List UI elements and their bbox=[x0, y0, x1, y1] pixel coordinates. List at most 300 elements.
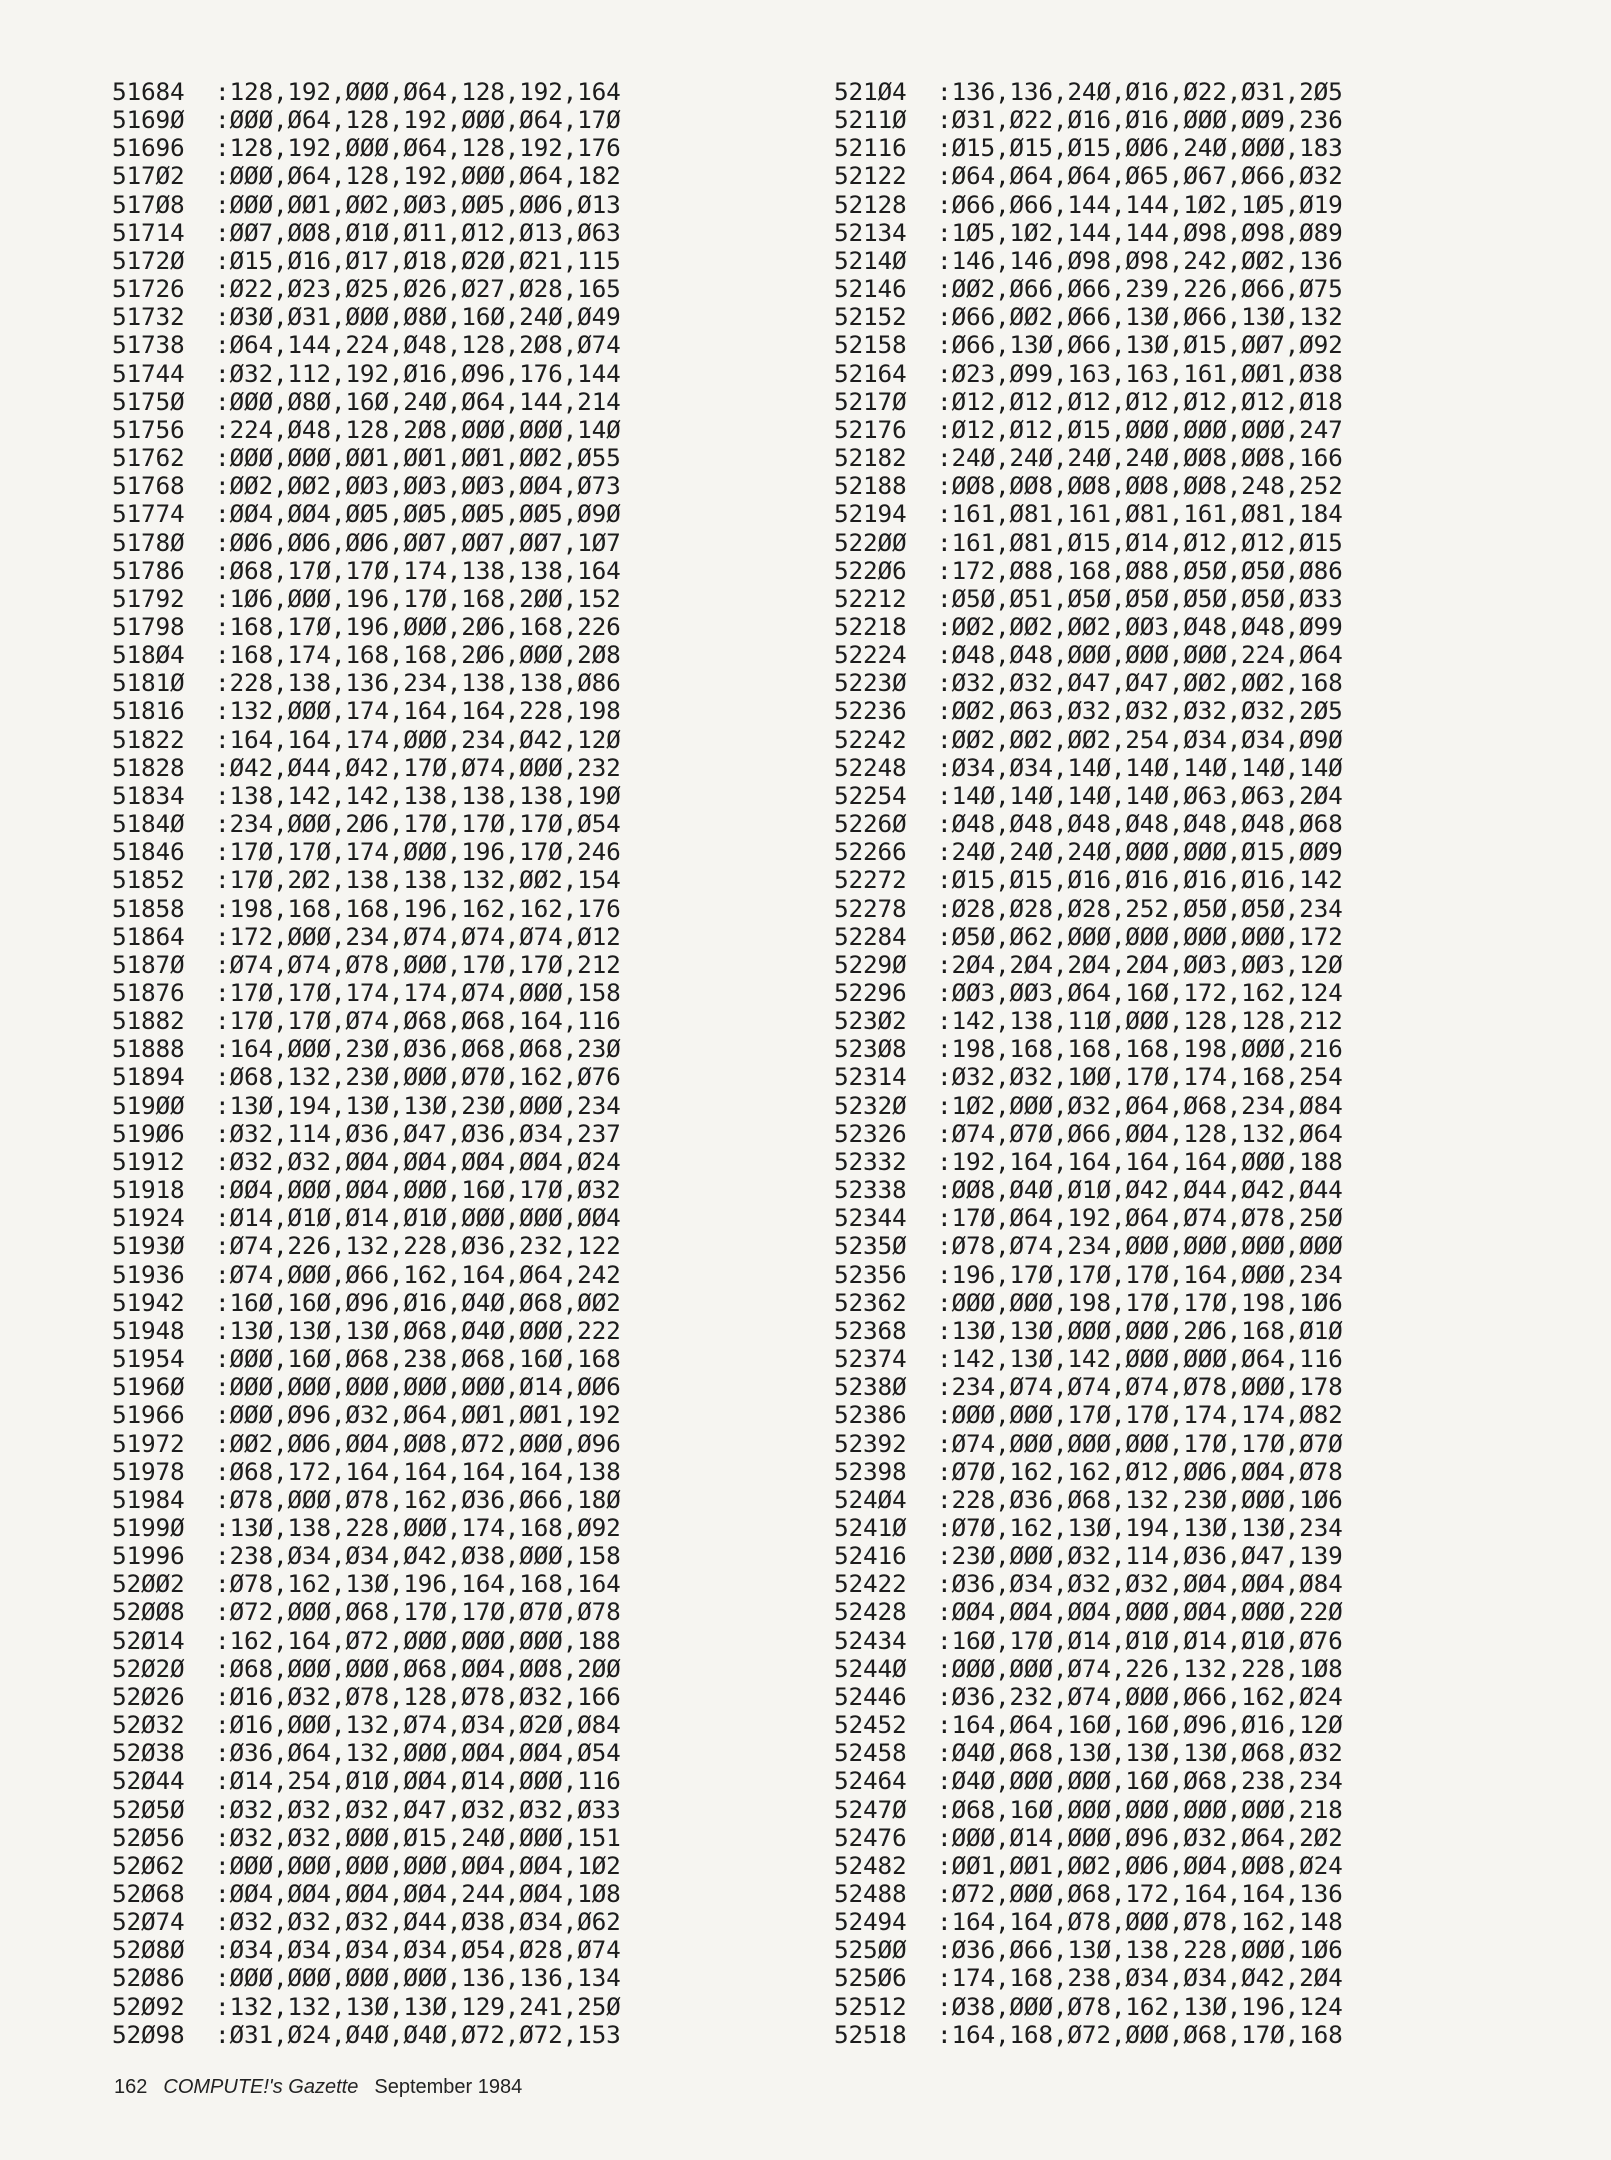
line-address: 5199Ø bbox=[112, 1512, 185, 1542]
line-address: 51978 bbox=[112, 1456, 185, 1486]
line-address: 51792 bbox=[112, 583, 185, 613]
line-address: 52134 bbox=[834, 217, 907, 247]
listing-line bbox=[834, 923, 1343, 951]
listing-line bbox=[834, 669, 1343, 697]
line-data: :228,138,136,234,138,138,Ø86 bbox=[215, 668, 621, 698]
line-data: :Ø42,Ø44,Ø42,17Ø,Ø74,ØØØ,232 bbox=[215, 752, 621, 782]
line-address: 5247Ø bbox=[834, 1794, 907, 1824]
line-address: 52428 bbox=[834, 1597, 907, 1627]
listing-line bbox=[834, 1289, 1343, 1317]
line-address: 51846 bbox=[112, 837, 185, 867]
line-address: 52338 bbox=[834, 1175, 907, 1205]
line-address: 52344 bbox=[834, 1203, 907, 1233]
line-address: 5214Ø bbox=[834, 245, 907, 275]
listing-line bbox=[112, 303, 621, 331]
line-data: :Ø68,172,164,164,164,164,138 bbox=[215, 1456, 621, 1486]
line-data: :172,ØØØ,234,Ø74,Ø74,Ø74,Ø12 bbox=[215, 921, 621, 951]
line-address: 52218 bbox=[834, 611, 907, 641]
listing-line bbox=[112, 388, 621, 416]
listing-line bbox=[112, 1148, 621, 1176]
line-address: 52326 bbox=[834, 1118, 907, 1148]
listing-line bbox=[112, 1739, 621, 1767]
line-data: :17Ø,2Ø2,138,138,132,ØØ2,154 bbox=[215, 865, 621, 895]
line-data: :ØØØ,ØØ1,ØØ2,ØØ3,ØØ5,ØØ6,Ø13 bbox=[215, 189, 621, 219]
line-data: :Ø31,Ø22,Ø16,Ø16,ØØØ,ØØ9,236 bbox=[937, 105, 1343, 135]
listing-line bbox=[112, 472, 621, 500]
listing-line bbox=[834, 1486, 1343, 1514]
line-address: 51852 bbox=[112, 865, 185, 895]
line-address: 52Ø92 bbox=[112, 1991, 185, 2021]
line-data: :Ø12,Ø12,Ø12,Ø12,Ø12,Ø12,Ø18 bbox=[937, 386, 1343, 416]
listing-line bbox=[112, 1317, 621, 1345]
line-address: 51828 bbox=[112, 752, 185, 782]
line-address: 52476 bbox=[834, 1822, 907, 1852]
line-data: :Ø68,132,23Ø,ØØØ,Ø7Ø,162,Ø76 bbox=[215, 1062, 621, 1092]
listing-line bbox=[834, 1373, 1343, 1401]
line-address: 51726 bbox=[112, 274, 185, 304]
line-data: :ØØØ,Ø8Ø,16Ø,24Ø,Ø64,144,214 bbox=[215, 386, 621, 416]
line-address: 5187Ø bbox=[112, 949, 185, 979]
listing-line bbox=[112, 78, 621, 106]
listing-line bbox=[834, 1936, 1343, 1964]
listing-line bbox=[834, 1767, 1343, 1795]
listing-line bbox=[834, 247, 1343, 275]
line-data: :13Ø,13Ø,ØØØ,ØØØ,2Ø6,168,Ø1Ø bbox=[937, 1315, 1343, 1345]
line-data: :1Ø5,1Ø2,144,144,Ø98,Ø98,Ø89 bbox=[937, 217, 1343, 247]
listing-line bbox=[112, 1908, 621, 1936]
listing-line bbox=[112, 360, 621, 388]
line-data: :128,192,ØØØ,Ø64,128,192,176 bbox=[215, 133, 621, 163]
listing-line bbox=[834, 866, 1343, 894]
listing-line bbox=[112, 162, 621, 190]
line-address: 52332 bbox=[834, 1146, 907, 1176]
listing-line bbox=[112, 866, 621, 894]
listing-line bbox=[112, 416, 621, 444]
line-address: 51738 bbox=[112, 330, 185, 360]
line-address: 51972 bbox=[112, 1428, 185, 1458]
line-address: 51888 bbox=[112, 1034, 185, 1064]
line-address: 51882 bbox=[112, 1006, 185, 1036]
listing-line bbox=[834, 1092, 1343, 1120]
line-data: :Ø74,Ø74,Ø78,ØØØ,17Ø,17Ø,212 bbox=[215, 949, 621, 979]
line-address: 52224 bbox=[834, 640, 907, 670]
line-address: 51774 bbox=[112, 499, 185, 529]
listing-line bbox=[834, 1148, 1343, 1176]
listing-line bbox=[112, 1092, 621, 1120]
line-address: 521Ø4 bbox=[834, 77, 907, 106]
listing-line bbox=[834, 1176, 1343, 1204]
line-address: 52Ø44 bbox=[112, 1766, 185, 1796]
line-address: 52374 bbox=[834, 1344, 907, 1374]
line-data: :Ø36,232,Ø74,ØØØ,Ø66,162,Ø24 bbox=[937, 1681, 1343, 1711]
line-data: :ØØ2,ØØ2,ØØ3,ØØ3,ØØ3,ØØ4,Ø73 bbox=[215, 471, 621, 501]
line-data: :Ø48,Ø48,Ø48,Ø48,Ø48,Ø48,Ø68 bbox=[937, 809, 1343, 839]
listing-line bbox=[112, 331, 621, 359]
listing-line bbox=[834, 838, 1343, 866]
listing-line bbox=[834, 303, 1343, 331]
listing-line bbox=[834, 1401, 1343, 1429]
line-address: 5235Ø bbox=[834, 1231, 907, 1261]
line-address: 5238Ø bbox=[834, 1372, 907, 1402]
listing-line bbox=[834, 1345, 1343, 1373]
line-address: 51954 bbox=[112, 1344, 185, 1374]
line-data: :Ø34,Ø34,14Ø,14Ø,14Ø,14Ø,14Ø bbox=[937, 752, 1343, 782]
line-data: :Ø66,13Ø,Ø66,13Ø,Ø15,ØØ7,Ø92 bbox=[937, 330, 1343, 360]
line-data: :Ø32,Ø32,Ø32,Ø47,Ø32,Ø32,Ø33 bbox=[215, 1794, 621, 1824]
line-data: :Ø66,ØØ2,Ø66,13Ø,Ø66,13Ø,132 bbox=[937, 302, 1343, 332]
line-data: :Ø32,Ø32,ØØØ,Ø15,24Ø,ØØØ,151 bbox=[215, 1822, 621, 1852]
line-address: 52Ø56 bbox=[112, 1822, 185, 1852]
listing-line bbox=[112, 1063, 621, 1091]
listing-line bbox=[834, 585, 1343, 613]
listing-line bbox=[834, 106, 1343, 134]
line-address: 52Ø86 bbox=[112, 1963, 185, 1993]
line-data: :192,164,164,164,164,ØØØ,188 bbox=[937, 1146, 1343, 1176]
line-address: 5232Ø bbox=[834, 1090, 907, 1120]
listing-line bbox=[834, 1430, 1343, 1458]
listing-line bbox=[834, 1035, 1343, 1063]
listing-line bbox=[112, 1035, 621, 1063]
line-address: 5211Ø bbox=[834, 105, 907, 135]
line-data: :ØØØ,Ø64,128,192,ØØØ,Ø64,17Ø bbox=[215, 105, 621, 135]
line-data: :ØØØ,ØØØ,17Ø,17Ø,174,174,Ø82 bbox=[937, 1400, 1343, 1430]
line-address: 5244Ø bbox=[834, 1653, 907, 1683]
listing-line bbox=[112, 1655, 621, 1683]
line-data: :1Ø2,ØØØ,Ø32,Ø64,Ø68,234,Ø84 bbox=[937, 1090, 1343, 1120]
line-address: 5184Ø bbox=[112, 809, 185, 839]
line-address: 52398 bbox=[834, 1456, 907, 1486]
line-address: 52158 bbox=[834, 330, 907, 360]
listing-line bbox=[834, 2021, 1343, 2049]
line-data: :Ø66,Ø66,144,144,1Ø2,1Ø5,Ø19 bbox=[937, 189, 1343, 219]
line-address: 522Ø6 bbox=[834, 555, 907, 585]
line-data: :ØØ8,Ø4Ø,Ø1Ø,Ø42,Ø44,Ø42,Ø44 bbox=[937, 1175, 1343, 1205]
listing-line bbox=[112, 500, 621, 528]
listing-line bbox=[834, 895, 1343, 923]
listing-line bbox=[834, 1261, 1343, 1289]
listing-line bbox=[834, 500, 1343, 528]
listing-column-right bbox=[834, 78, 1343, 2049]
line-address: 52Ø38 bbox=[112, 1738, 185, 1768]
line-address: 51696 bbox=[112, 133, 185, 163]
line-data: :Ø14,Ø1Ø,Ø14,Ø1Ø,ØØØ,ØØØ,ØØ4 bbox=[215, 1203, 621, 1233]
line-data: :ØØ8,ØØ8,ØØ8,ØØ8,ØØ8,248,252 bbox=[937, 471, 1343, 501]
line-data: :Ø15,Ø16,Ø17,Ø18,Ø2Ø,Ø21,115 bbox=[215, 245, 621, 275]
listing-line bbox=[834, 697, 1343, 725]
line-data: :Ø32,Ø32,ØØ4,ØØ4,ØØ4,ØØ4,Ø24 bbox=[215, 1146, 621, 1176]
line-data: :138,142,142,138,138,138,19Ø bbox=[215, 780, 621, 810]
listing-line bbox=[834, 472, 1343, 500]
line-data: :234,Ø74,Ø74,Ø74,Ø78,ØØØ,178 bbox=[937, 1372, 1343, 1402]
line-address: 517Ø2 bbox=[112, 161, 185, 191]
listing-line bbox=[112, 1936, 621, 1964]
line-data: :142,13Ø,142,ØØØ,ØØØ,Ø64,116 bbox=[937, 1344, 1343, 1374]
line-address: 52416 bbox=[834, 1541, 907, 1571]
listing-line bbox=[834, 78, 1343, 106]
line-address: 52314 bbox=[834, 1062, 907, 1092]
line-data: :24Ø,24Ø,24Ø,24Ø,ØØ8,ØØ8,166 bbox=[937, 443, 1343, 473]
listing-line bbox=[834, 1204, 1343, 1232]
line-data: :Ø16,Ø32,Ø78,128,Ø78,Ø32,166 bbox=[215, 1681, 621, 1711]
line-data: :Ø31,Ø24,Ø4Ø,Ø4Ø,Ø72,Ø72,153 bbox=[215, 2019, 621, 2049]
line-data: :ØØ2,Ø63,Ø32,Ø32,Ø32,Ø32,2Ø5 bbox=[937, 696, 1343, 726]
listing-line bbox=[112, 810, 621, 838]
listing-line bbox=[112, 1796, 621, 1824]
listing-line bbox=[834, 275, 1343, 303]
line-address: 52Ø32 bbox=[112, 1710, 185, 1740]
line-address: 51744 bbox=[112, 358, 185, 388]
listing-line bbox=[834, 557, 1343, 585]
listing-line bbox=[112, 641, 621, 669]
line-data: :Ø38,ØØØ,Ø78,162,13Ø,196,124 bbox=[937, 1991, 1343, 2021]
line-data: :Ø4Ø,Ø68,13Ø,13Ø,13Ø,Ø68,Ø32 bbox=[937, 1738, 1343, 1768]
line-data: :Ø36,Ø64,132,ØØØ,ØØ4,ØØ4,Ø54 bbox=[215, 1738, 621, 1768]
magazine-title: COMPUTE!'s Gazette bbox=[163, 2076, 359, 2098]
listing-line bbox=[112, 529, 621, 557]
line-address: 52482 bbox=[834, 1850, 907, 1880]
listing-line bbox=[834, 388, 1343, 416]
line-data: :ØØØ,ØØØ,Ø74,226,132,228,1Ø8 bbox=[937, 1653, 1343, 1683]
line-address: 52422 bbox=[834, 1569, 907, 1599]
line-data: :ØØØ,Ø96,Ø32,Ø64,ØØ1,ØØ1,192 bbox=[215, 1400, 621, 1430]
line-data: :14Ø,14Ø,14Ø,14Ø,Ø63,Ø63,2Ø4 bbox=[937, 780, 1343, 810]
line-data: :Ø23,Ø99,163,163,161,ØØ1,Ø38 bbox=[937, 358, 1343, 388]
listing-line bbox=[834, 1542, 1343, 1570]
line-data: :Ø34,Ø34,Ø34,Ø34,Ø54,Ø28,Ø74 bbox=[215, 1935, 621, 1965]
listing-line bbox=[112, 1261, 621, 1289]
line-address: 52284 bbox=[834, 921, 907, 951]
listing-line bbox=[112, 697, 621, 725]
line-address: 52386 bbox=[834, 1400, 907, 1430]
listing-line bbox=[112, 1176, 621, 1204]
line-address: 52Ø68 bbox=[112, 1879, 185, 1908]
line-data: :ØØ7,ØØ8,Ø1Ø,Ø11,Ø12,Ø13,Ø63 bbox=[215, 217, 621, 247]
line-data: :164,Ø64,16Ø,16Ø,Ø96,Ø16,12Ø bbox=[937, 1710, 1343, 1740]
line-data: :Ø3Ø,Ø31,ØØØ,Ø8Ø,16Ø,24Ø,Ø49 bbox=[215, 302, 621, 332]
line-data: :ØØØ,ØØØ,ØØØ,ØØØ,136,136,134 bbox=[215, 1963, 621, 1993]
listing-line bbox=[834, 444, 1343, 472]
line-address: 52236 bbox=[834, 696, 907, 726]
line-data: :161,Ø81,Ø15,Ø14,Ø12,Ø12,Ø15 bbox=[937, 527, 1343, 557]
line-address: 5178Ø bbox=[112, 527, 185, 557]
line-data: :Ø74,Ø7Ø,Ø66,ØØ4,128,132,Ø64 bbox=[937, 1118, 1343, 1148]
line-address: 52356 bbox=[834, 1259, 907, 1289]
line-data: :164,164,174,ØØØ,234,Ø42,12Ø bbox=[215, 724, 621, 754]
line-address: 52452 bbox=[834, 1710, 907, 1740]
line-address: 51966 bbox=[112, 1400, 185, 1430]
line-address: 51858 bbox=[112, 893, 185, 923]
line-data: :Ø5Ø,Ø51,Ø5Ø,Ø5Ø,Ø5Ø,Ø5Ø,Ø33 bbox=[937, 583, 1343, 613]
line-data: :Ø78,Ø74,234,ØØØ,ØØØ,ØØØ,ØØØ bbox=[937, 1231, 1343, 1261]
line-address: 52116 bbox=[834, 133, 907, 163]
listing-line bbox=[112, 1007, 621, 1035]
listing-column-left bbox=[112, 78, 621, 2049]
listing-line bbox=[112, 979, 621, 1007]
listing-line bbox=[112, 1120, 621, 1148]
line-address: 51936 bbox=[112, 1259, 185, 1289]
line-address: 522ØØ bbox=[834, 527, 907, 557]
page-number: 162 bbox=[114, 2076, 148, 2098]
listing-line bbox=[112, 1824, 621, 1852]
line-data: :ØØØ,Ø64,128,192,ØØØ,Ø64,182 bbox=[215, 161, 621, 191]
listing-line bbox=[112, 1767, 621, 1795]
line-address: 52188 bbox=[834, 471, 907, 501]
line-data: :ØØ2,ØØ2,ØØ2,254,Ø34,Ø34,Ø9Ø bbox=[937, 724, 1343, 754]
line-address: 52362 bbox=[834, 1287, 907, 1317]
line-address: 52494 bbox=[834, 1907, 907, 1937]
line-data: :132,ØØØ,174,164,164,228,198 bbox=[215, 696, 621, 726]
line-address: 52368 bbox=[834, 1315, 907, 1345]
line-data: :Ø32,Ø32,Ø32,Ø44,Ø38,Ø34,Ø62 bbox=[215, 1907, 621, 1937]
listing-line bbox=[112, 1964, 621, 1992]
line-address: 5241Ø bbox=[834, 1512, 907, 1542]
listing-line bbox=[834, 1908, 1343, 1936]
line-address: 5226Ø bbox=[834, 809, 907, 839]
line-address: 52278 bbox=[834, 893, 907, 923]
line-address: 519Ø6 bbox=[112, 1118, 185, 1148]
line-address: 51948 bbox=[112, 1315, 185, 1345]
listing-line bbox=[834, 979, 1343, 1007]
line-data: :196,17Ø,17Ø,17Ø,164,ØØØ,234 bbox=[937, 1259, 1343, 1289]
line-data: :ØØØ,ØØØ,ØØ1,ØØ1,ØØ1,ØØ2,Ø55 bbox=[215, 443, 621, 473]
line-address: 52Ø14 bbox=[112, 1625, 185, 1655]
line-address: 52Ø98 bbox=[112, 2019, 185, 2049]
listing-line bbox=[834, 1683, 1343, 1711]
line-data: :Ø15,Ø15,Ø15,ØØ6,24Ø,ØØØ,183 bbox=[937, 133, 1343, 163]
line-address: 52Ø2Ø bbox=[112, 1653, 185, 1683]
listing-line bbox=[834, 219, 1343, 247]
listing-line bbox=[834, 1317, 1343, 1345]
line-data: :161,Ø81,161,Ø81,161,Ø81,184 bbox=[937, 499, 1343, 529]
listing-line bbox=[112, 191, 621, 219]
listing-line bbox=[834, 613, 1343, 641]
line-address: 52ØØ8 bbox=[112, 1597, 185, 1627]
listing-line bbox=[112, 2021, 621, 2049]
listing-line bbox=[834, 331, 1343, 359]
listing-line bbox=[112, 1683, 621, 1711]
line-data: :ØØ4,ØØ4,ØØ4,ØØ4,244,ØØ4,1Ø8 bbox=[215, 1879, 621, 1908]
line-address: 51894 bbox=[112, 1062, 185, 1092]
line-address: 52242 bbox=[834, 724, 907, 754]
line-address: 52518 bbox=[834, 2019, 907, 2049]
line-data: :17Ø,17Ø,Ø74,Ø68,Ø68,164,116 bbox=[215, 1006, 621, 1036]
line-data: :Ø5Ø,Ø62,ØØØ,ØØØ,ØØØ,ØØØ,172 bbox=[937, 921, 1343, 951]
line-address: 51834 bbox=[112, 780, 185, 810]
listing-line bbox=[112, 247, 621, 275]
line-address: 52Ø5Ø bbox=[112, 1794, 185, 1824]
line-address: 5193Ø bbox=[112, 1231, 185, 1261]
line-address: 51732 bbox=[112, 302, 185, 332]
line-data: :Ø28,Ø28,Ø28,252,Ø5Ø,Ø5Ø,234 bbox=[937, 893, 1343, 923]
listing-line bbox=[834, 1852, 1343, 1880]
line-address: 52122 bbox=[834, 161, 907, 191]
line-address: 51714 bbox=[112, 217, 185, 247]
listing-line bbox=[112, 754, 621, 782]
listing-line bbox=[834, 1598, 1343, 1626]
listing-line bbox=[112, 219, 621, 247]
listing-line bbox=[112, 1345, 621, 1373]
line-data: :ØØ6,ØØ6,ØØ6,ØØ7,ØØ7,ØØ7,1Ø7 bbox=[215, 527, 621, 557]
line-address: 5172Ø bbox=[112, 245, 185, 275]
line-data: :Ø36,Ø66,13Ø,138,228,ØØØ,1Ø6 bbox=[937, 1935, 1343, 1965]
line-address: 51942 bbox=[112, 1287, 185, 1317]
line-data: :Ø7Ø,162,13Ø,194,13Ø,13Ø,234 bbox=[937, 1512, 1343, 1542]
line-data: :ØØ4,ØØ4,ØØ5,ØØ5,ØØ5,ØØ5,Ø9Ø bbox=[215, 499, 621, 529]
line-data: :168,17Ø,196,ØØØ,2Ø6,168,226 bbox=[215, 611, 621, 641]
listing-line bbox=[834, 360, 1343, 388]
line-data: :ØØ1,ØØ1,ØØ2,ØØ6,ØØ4,ØØ8,Ø24 bbox=[937, 1850, 1343, 1880]
line-data: :164,164,Ø78,ØØØ,Ø78,162,148 bbox=[937, 1907, 1343, 1937]
line-address: 52488 bbox=[834, 1879, 907, 1908]
listing-line bbox=[112, 1514, 621, 1542]
line-data: :238,Ø34,Ø34,Ø42,Ø38,ØØØ,158 bbox=[215, 1541, 621, 1571]
listing-line bbox=[834, 1796, 1343, 1824]
line-data: :13Ø,138,228,ØØØ,174,168,Ø92 bbox=[215, 1512, 621, 1542]
line-data: :128,192,ØØØ,Ø64,128,192,164 bbox=[215, 77, 621, 106]
line-address: 518Ø4 bbox=[112, 640, 185, 670]
line-data: :16Ø,16Ø,Ø96,Ø16,Ø4Ø,Ø68,ØØ2 bbox=[215, 1287, 621, 1317]
listing-line bbox=[834, 1655, 1343, 1683]
line-address: 52434 bbox=[834, 1625, 907, 1655]
line-data: :Ø74,ØØØ,ØØØ,ØØØ,17Ø,17Ø,Ø7Ø bbox=[937, 1428, 1343, 1458]
line-address: 52212 bbox=[834, 583, 907, 613]
line-address: 52248 bbox=[834, 752, 907, 782]
line-data: :224,Ø48,128,2Ø8,ØØØ,ØØØ,14Ø bbox=[215, 414, 621, 444]
line-address: 51876 bbox=[112, 978, 185, 1007]
listing-line bbox=[112, 895, 621, 923]
line-data: :Ø32,114,Ø36,Ø47,Ø36,Ø34,237 bbox=[215, 1118, 621, 1148]
listing-line bbox=[834, 1993, 1343, 2021]
line-data: :Ø78,ØØØ,Ø78,162,Ø36,Ø66,18Ø bbox=[215, 1484, 621, 1514]
line-address: 519ØØ bbox=[112, 1090, 185, 1120]
listing-line bbox=[112, 1880, 621, 1908]
line-address: 5181Ø bbox=[112, 668, 185, 698]
line-data: :Ø64,144,224,Ø48,128,2Ø8,Ø74 bbox=[215, 330, 621, 360]
listing-line bbox=[112, 1542, 621, 1570]
line-data: :142,138,11Ø,ØØØ,128,128,212 bbox=[937, 1006, 1343, 1036]
line-address: 51768 bbox=[112, 471, 185, 501]
line-data: :24Ø,24Ø,24Ø,ØØØ,ØØØ,Ø15,ØØ9 bbox=[937, 837, 1343, 867]
line-address: 5223Ø bbox=[834, 668, 907, 698]
line-address: 5169Ø bbox=[112, 105, 185, 135]
listing-line bbox=[834, 1458, 1343, 1486]
listing-line bbox=[112, 669, 621, 697]
line-data: :Ø12,Ø12,Ø15,ØØØ,ØØØ,ØØØ,247 bbox=[937, 414, 1343, 444]
listing-line bbox=[112, 444, 621, 472]
line-data: :164,168,Ø72,ØØØ,Ø68,17Ø,168 bbox=[937, 2019, 1343, 2049]
listing-line bbox=[834, 641, 1343, 669]
line-data: :Ø14,254,Ø1Ø,ØØ4,Ø14,ØØØ,116 bbox=[215, 1766, 621, 1796]
page-footer bbox=[114, 2076, 522, 2099]
issue-date: September 1984 bbox=[374, 2076, 523, 2098]
line-data: :ØØØ,16Ø,Ø68,238,Ø68,16Ø,168 bbox=[215, 1344, 621, 1374]
line-address: 52Ø26 bbox=[112, 1681, 185, 1711]
line-data: :17Ø,17Ø,174,174,Ø74,ØØØ,158 bbox=[215, 978, 621, 1007]
line-data: :23Ø,ØØØ,Ø32,114,Ø36,Ø47,139 bbox=[937, 1541, 1343, 1571]
listing-line bbox=[834, 529, 1343, 557]
line-data: :17Ø,Ø64,192,Ø64,Ø74,Ø78,25Ø bbox=[937, 1203, 1343, 1233]
line-address: 52272 bbox=[834, 865, 907, 895]
line-data: :198,168,168,196,162,162,176 bbox=[215, 893, 621, 923]
line-address: 51798 bbox=[112, 611, 185, 641]
line-address: 51918 bbox=[112, 1175, 185, 1205]
listing-line bbox=[112, 1852, 621, 1880]
line-address: 52254 bbox=[834, 780, 907, 810]
line-data: :132,132,13Ø,13Ø,129,241,25Ø bbox=[215, 1991, 621, 2021]
listing-line bbox=[112, 557, 621, 585]
listing-line bbox=[834, 1120, 1343, 1148]
listing-line bbox=[834, 1880, 1343, 1908]
